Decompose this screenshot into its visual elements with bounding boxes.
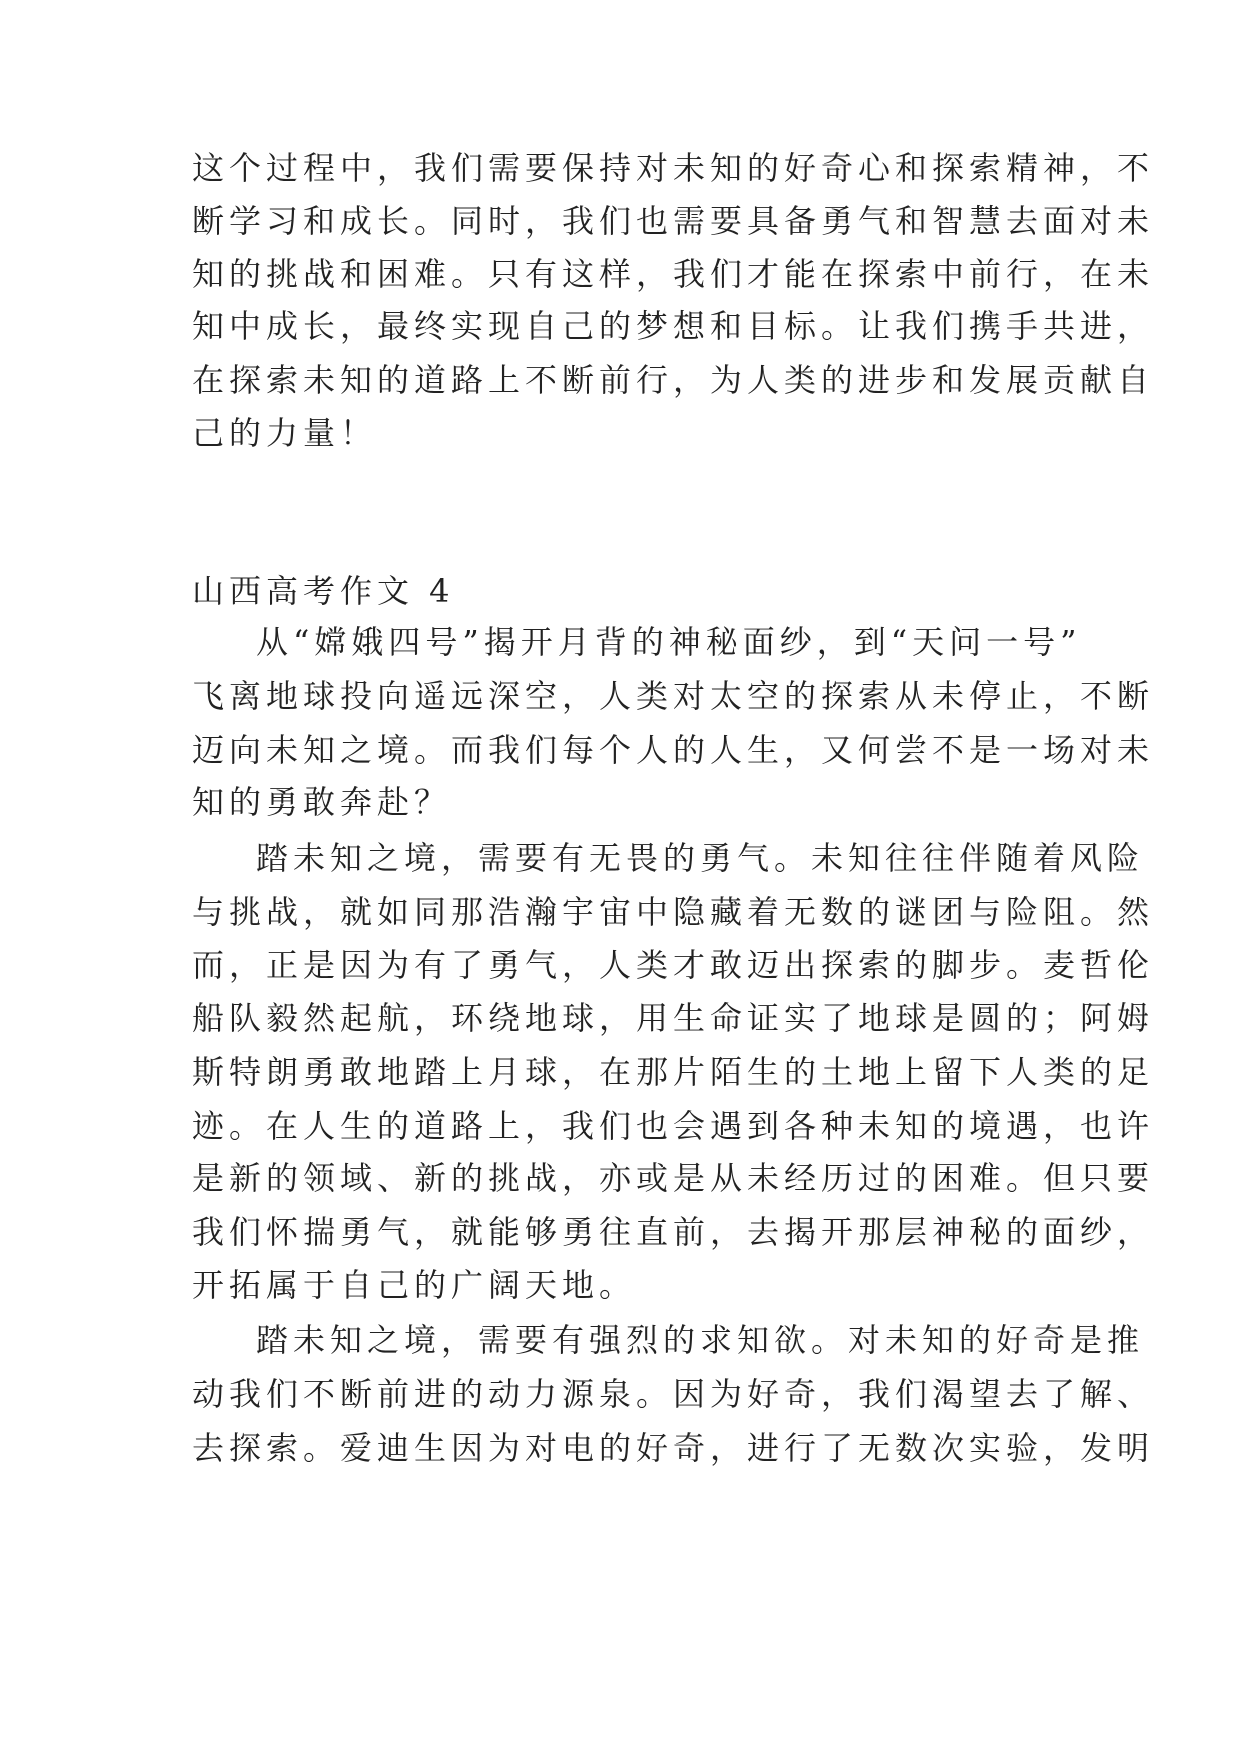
section-title: 山西高考作文 4 [192,572,455,610]
paragraph-2-line: 而，正是因为有了勇气，人类才敢迈出探索的脚步。麦哲伦 [192,946,1155,984]
text-line: 知的挑战和困难。只有这样，我们才能在探索中前行，在未 [192,255,1155,293]
paragraph-2-line: 是新的领域、新的挑战，亦或是从未经历过的困难。但只要 [192,1159,1155,1197]
paragraph-3-line: 动我们不断前进的动力源泉。因为好奇，我们渴望去了解、 [192,1375,1155,1413]
text-line: 断学习和成长。同时，我们也需要具备勇气和智慧去面对未 [192,202,1155,240]
paragraph-1-line: 知的勇敢奔赴？ [192,783,452,821]
paragraph-2-line: 与挑战，就如同那浩瀚宇宙中隐藏着无数的谜团与险阻。然 [192,893,1155,931]
paragraph-2-line: 迹。在人生的道路上，我们也会遇到各种未知的境遇，也许 [192,1107,1155,1145]
paragraph-2-line: 踏未知之境，需要有无畏的勇气。未知往往伴随着风险 [256,839,1145,877]
paragraph-3-line: 去探索。爱迪生因为对电的好奇，进行了无数次实验，发明 [192,1429,1155,1467]
paragraph-3-line: 踏未知之境，需要有强烈的求知欲。对未知的好奇是推 [256,1321,1145,1359]
paragraph-1-line: 从“嫦娥四号”揭开月背的神秘面纱，到“天问一号” [256,623,1082,661]
text-line: 知中成长，最终实现自己的梦想和目标。让我们携手共进， [192,307,1155,345]
paragraph-1-line: 飞离地球投向遥远深空，人类对太空的探索从未停止，不断 [192,677,1155,715]
paragraph-2-line: 船队毅然起航，环绕地球，用生命证实了地球是圆的；阿姆 [192,999,1155,1037]
text-line: 己的力量！ [192,414,378,452]
paragraph-2-line: 斯特朗勇敢地踏上月球，在那片陌生的土地上留下人类的足 [192,1053,1155,1091]
text-line: 这个过程中，我们需要保持对未知的好奇心和探索精神，不 [192,149,1155,187]
paragraph-2-line: 我们怀揣勇气，就能够勇往直前，去揭开那层神秘的面纱， [192,1213,1155,1251]
text-line: 在探索未知的道路上不断前行，为人类的进步和发展贡献自 [192,361,1155,399]
paragraph-1-line: 迈向未知之境。而我们每个人的人生，又何尝不是一场对未 [192,731,1155,769]
paragraph-2-line: 开拓属于自己的广阔天地。 [192,1266,637,1304]
